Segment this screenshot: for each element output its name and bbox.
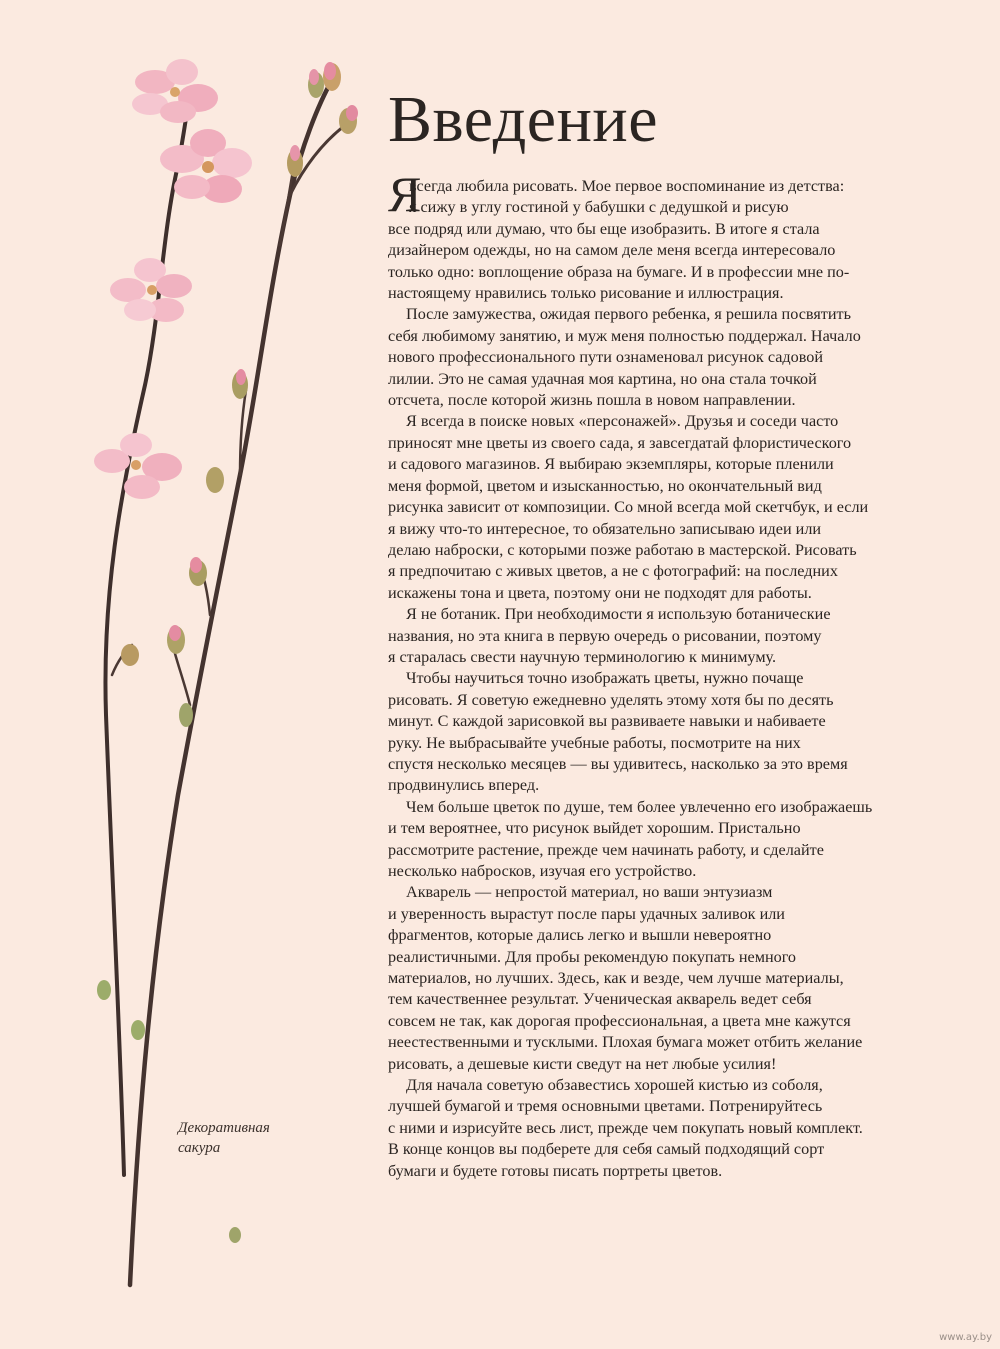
text-line: и тем вероятнее, что рисунок выйдет хорошим. Пристально <box>388 819 801 838</box>
text-line: лучшей бумагой и тремя основными цветами. Потренируйтесь <box>388 1097 823 1116</box>
text-line: совсем не так, как дорогая профессиональная, а цвета мне кажутся <box>388 1011 851 1030</box>
caption-line: Декоративная <box>178 1120 270 1136</box>
text-line: я предпочитаю с живых цветов, а не с фотографий: на последних <box>388 562 838 581</box>
text-line: я вижу что-то интересное, то обязательно записываю идеи или <box>388 519 822 538</box>
text-line: дизайнером одежды, но на самом деле меня всегда интересовало <box>388 241 836 260</box>
article-body <box>388 176 923 1182</box>
text-line: Чтобы научиться точно изображать цветы, нужно почаще <box>406 669 804 688</box>
text-line: настоящему нравились только рисование и иллюстрация. <box>388 284 784 303</box>
text-line: Акварель — непростой материал, но ваши энтузиазм <box>406 883 773 902</box>
text-lines <box>388 219 923 1182</box>
sakura-illustration <box>90 55 390 1295</box>
text-line: названия, но эта книга в первую очередь о рисовании, поэтому <box>388 626 822 645</box>
text-line: рассмотрите растение, прежде чем начинать работу, и сделайте <box>388 840 824 859</box>
text-line: нового профессионального пути ознаменовал рисунок садовой <box>388 348 824 367</box>
text-line: я старалась свести научную терминологию к минимуму. <box>388 647 777 666</box>
text-line: себя любимому занятию, и муж меня полностью поддержал. Начало <box>388 326 861 345</box>
text-line: неестественными и тусклыми. Плохая бумага может отбить желание <box>388 1033 863 1052</box>
text-line: Я всегда в поиске новых «персонажей». Друзья и соседи часто <box>406 412 839 431</box>
caption-line: сакура <box>178 1140 221 1156</box>
text-line: В конце концов вы подберете для себя самый подходящий сорт <box>388 1140 825 1159</box>
text-line: рисовать, а дешевые кисти сведут на нет любые усилия! <box>388 1054 777 1073</box>
branch-stem <box>130 80 332 1285</box>
text-line: всегда любила рисовать. Мое первое воспоминание из детства: <box>409 177 845 195</box>
blossoms <box>94 59 252 499</box>
text-line: рисунка зависит от композиции. Со мной всегда мой скетчбук, и если <box>388 498 869 517</box>
text-line: я сижу в углу гостиной у бабушки с дедушкой и рисую <box>409 198 789 217</box>
text-line: приносят мне цветы из своего сада, я завсегдатай флористического <box>388 433 852 452</box>
text-line: Чем больше цветок по душе, тем более увлеченно его изображаешь <box>406 797 873 816</box>
text-line: меня формой, цветом и изысканностью, но окончательный вид <box>388 476 822 495</box>
text-line: фрагментов, которые дались легко и вышли невероятно <box>388 926 772 945</box>
page-title: Введение <box>388 83 659 156</box>
text-line: Я не ботаник. При необходимости я использую ботанические <box>406 605 831 624</box>
watermark: www.ay.by <box>939 1332 992 1343</box>
text-line: все подряд или думаю, что бы еще изобразить. В итоге я стала <box>388 219 820 238</box>
first-paragraph-lines <box>388 176 923 219</box>
text-line: материалов, но лучших. Здесь, как и везде, чем лучше материалы, <box>388 969 844 988</box>
text-line: тем качественнее результат. Ученическая акварель ведет себя <box>388 990 812 1009</box>
text-line: несколько набросков, изучая его устройство. <box>388 862 697 880</box>
text-line: лилии. Это не самая удачная моя картина, но она стала точкой <box>388 369 817 388</box>
text-line: и садового магазинов. Я выбираю экземпляры, которые пленили <box>388 455 834 474</box>
text-line: спустя несколько месяцев — вы удивитесь, насколько за это время <box>388 754 848 773</box>
text-line: Для начала советую обзавестись хорошей кистью из соболя, <box>406 1076 823 1095</box>
text-line: искажены тона и цвета, поэтому они не подходят для работы. <box>388 583 812 602</box>
text-line: реалистичными. Для пробы рекомендую покупать немного <box>388 947 797 966</box>
text-line: с ними и изрисуйте весь лист, прежде чем покупать новый комплект. <box>388 1118 863 1137</box>
text-line: После замужества, ожидая первого ребенка, я решила посвятить <box>406 305 851 324</box>
illustration-caption <box>178 1118 270 1158</box>
text-line: бумаги и будете готовы писать портреты цветов. <box>388 1161 723 1180</box>
text-line: продвинулись вперед. <box>388 776 540 795</box>
drop-cap: Я <box>388 166 422 222</box>
text-line: минут. С каждой зарисовкой вы развиваете навыки и набиваете <box>388 712 826 731</box>
text-line: и уверенность вырастут после пары удачных заливок или <box>388 904 785 923</box>
text-line: отсчета, после которой жизнь пошла в новом направлении. <box>388 391 796 410</box>
text-line: руку. Не выбрасывайте учебные работы, посмотрите на них <box>388 733 801 752</box>
text-line: только одно: воплощение образа на бумаге. И в профессии мне по- <box>388 262 850 281</box>
flower-buds <box>97 62 358 1243</box>
text-line: делаю наброски, с которыми позже работаю в мастерской. Рисовать <box>388 540 857 559</box>
text-line: рисовать. Я советую ежедневно уделять этому хотя бы по десять <box>388 690 834 709</box>
